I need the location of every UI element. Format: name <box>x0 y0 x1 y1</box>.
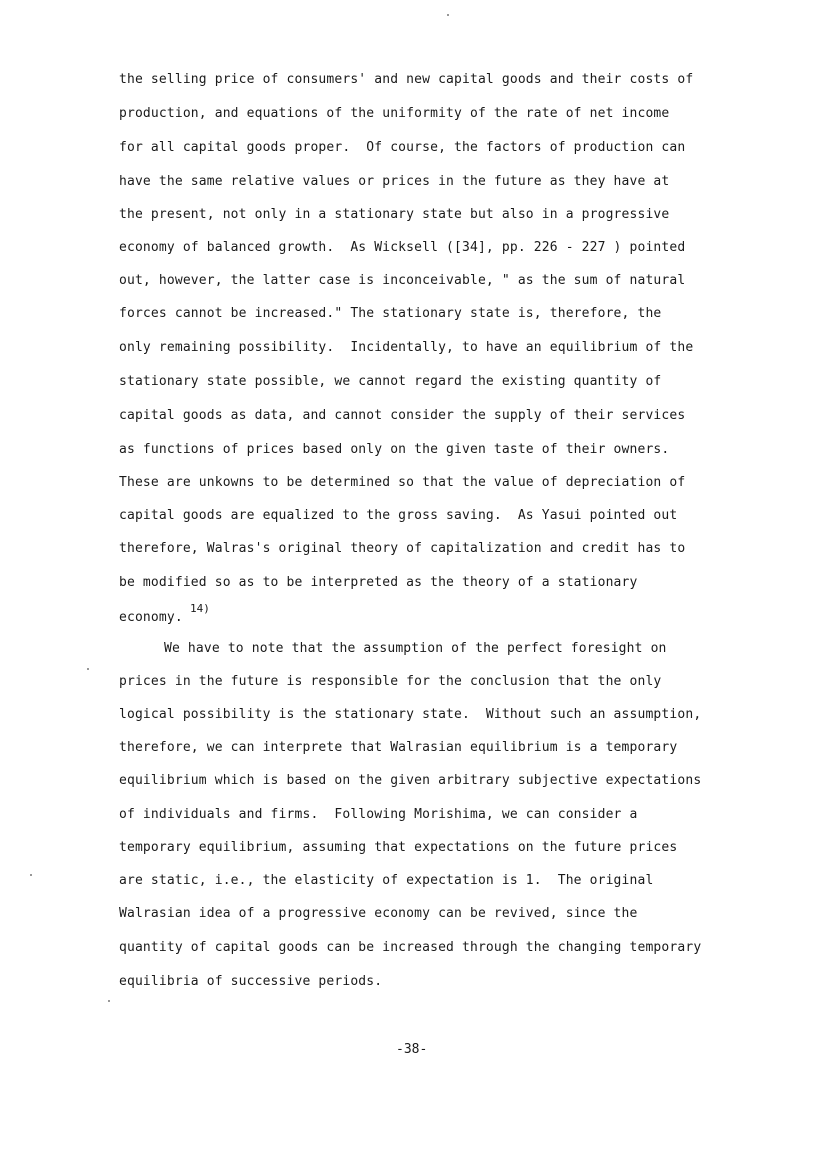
text-line: capital goods as data, and cannot consider the supply of their services <box>119 408 686 423</box>
scan-speck <box>87 668 89 670</box>
text-line: of individuals and firms. Following Morishima, we can consider a <box>119 807 638 822</box>
text-line: stationary state possible, we cannot regard the existing quantity of <box>119 374 662 389</box>
text-line: logical possibility is the stationary state. Without such an assumption, <box>119 707 702 722</box>
text-line: therefore, we can interprete that Walrasian equilibrium is a temporary <box>119 740 678 755</box>
text-line: economy of balanced growth. As Wicksell ([34], pp. 226 - 227 ) pointed <box>119 240 686 255</box>
text-line: only remaining possibility. Incidentally, to have an equilibrium of the <box>119 340 694 355</box>
text-line: production, and equations of the uniformity of the rate of net income <box>119 106 670 121</box>
text-line: These are unkowns to be determined so that the value of depreciation of <box>119 475 686 490</box>
text-line: We have to note that the assumption of the perfect foresight on <box>164 641 667 656</box>
text-line: for all capital goods proper. Of course, the factors of production can <box>119 140 686 155</box>
scan-speck <box>447 14 449 16</box>
text-line: capital goods are equalized to the gross saving. As Yasui pointed out <box>119 508 678 523</box>
footnote-marker: 14) <box>190 602 210 615</box>
text-line: economy. <box>119 610 183 625</box>
text-line: as functions of prices based only on the given taste of their owners. <box>119 442 670 457</box>
text-line: therefore, Walras's original theory of capitalization and credit has to <box>119 541 686 556</box>
text-line: temporary equilibrium, assuming that expectations on the future prices <box>119 840 678 855</box>
text-line: equilibrium which is based on the given arbitrary subjective expectations <box>119 773 702 788</box>
scan-speck <box>108 1000 110 1002</box>
text-line: be modified so as to be interpreted as the theory of a stationary <box>119 575 638 590</box>
text-line: out, however, the latter case is inconceivable, " as the sum of natural <box>119 273 686 288</box>
text-line: have the same relative values or prices in the future as they have at <box>119 174 670 189</box>
text-line: forces cannot be increased." The stationary state is, therefore, the <box>119 306 662 321</box>
text-line: are static, i.e., the elasticity of expectation is 1. The original <box>119 873 654 888</box>
text-line: quantity of capital goods can be increased through the changing temporary <box>119 940 702 955</box>
text-line: the present, not only in a stationary state but also in a progressive <box>119 207 670 222</box>
text-line: prices in the future is responsible for the conclusion that the only <box>119 674 662 689</box>
text-line: equilibria of successive periods. <box>119 974 383 989</box>
scan-speck <box>30 874 32 876</box>
text-line: Walrasian idea of a progressive economy can be revived, since the <box>119 906 638 921</box>
text-line: the selling price of consumers' and new capital goods and their costs of <box>119 72 694 87</box>
page-number: -38- <box>396 1042 428 1057</box>
